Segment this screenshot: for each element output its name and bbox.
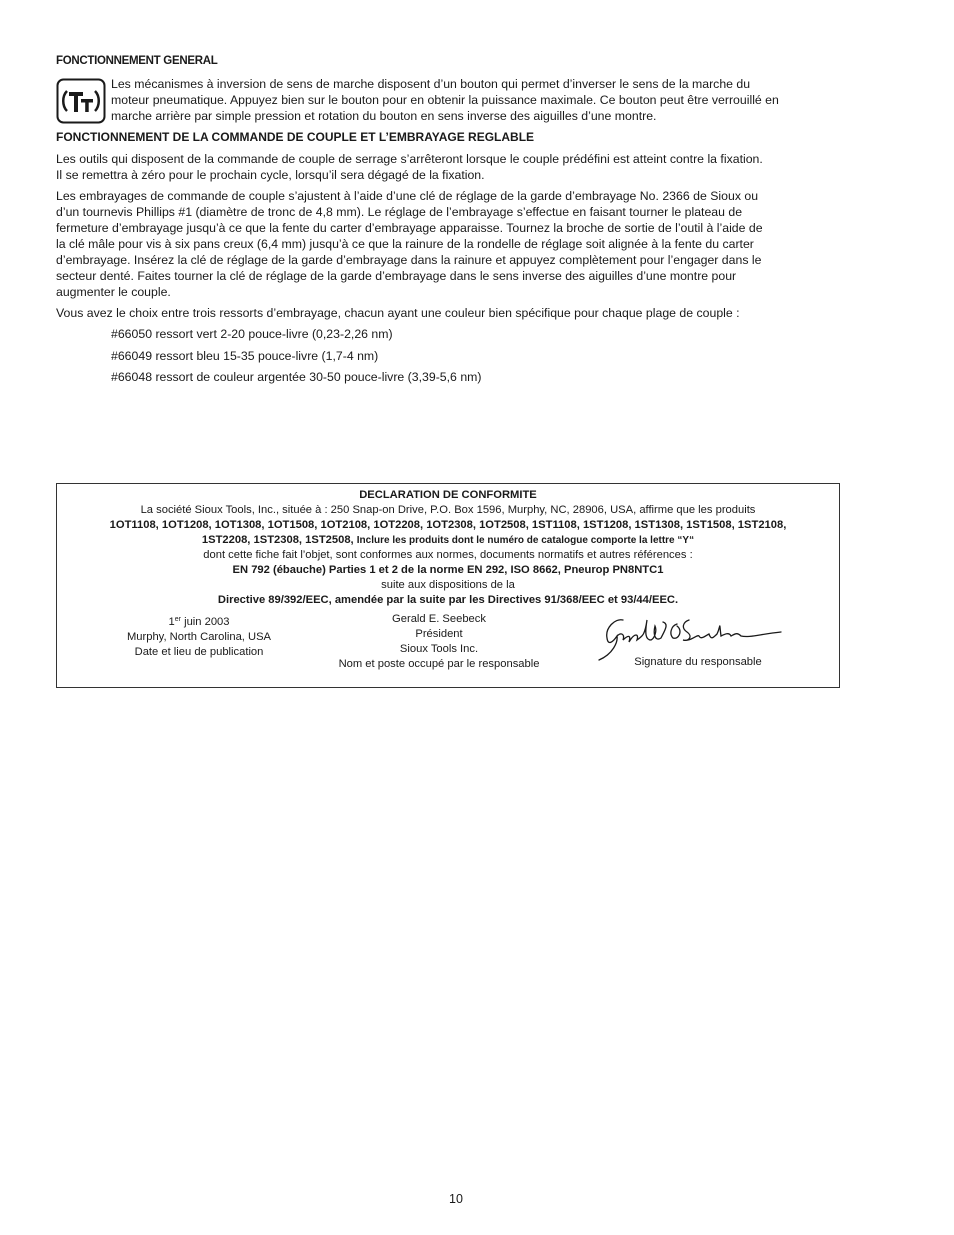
torque-para2-line: d’un tournevis Phillips #1 (diamètre de tronc de 4,8 mm). Le réglage de l’embrayage s’effectue en faisant tourner le plateau de — [56, 205, 743, 219]
declaration-provisions: suite aux dispositions de la — [381, 579, 515, 591]
signer-column — [319, 612, 559, 672]
section-general-line: moteur pneumatique. Appuyez bien sur le bouton pour en obtenir la puissance maximale. Ce bouton peut être verrouillé en — [111, 93, 779, 107]
declaration-products: 1OT1108, 1OT1208, 1OT1308, 1OT1508, 1OT2108, 1OT2208, 1OT2308, 1OT2508, 1ST1108, 1ST1208, 1ST1308, 1ST1508, 1ST2108, — [109, 519, 787, 531]
declaration-intro: La société Sioux Tools, Inc., située à : 250 Snap-on Drive, P.O. Box 1596, Murphy, NC, 28906, USA, affirme que les produits — [140, 504, 756, 516]
spring-item: #66050 ressort vert 2-20 pouce-livre (0,23-2,26 nm) — [111, 327, 393, 341]
signature-label: Signature du responsable — [634, 656, 762, 668]
section-general-title: FONCTIONNEMENT GENERAL — [56, 55, 218, 67]
signer-title: Président — [415, 628, 463, 640]
signer-name: Gerald E. Seebeck — [392, 613, 486, 625]
section-general-line: Les mécanismes à inversion de sens de marche disposent d’un bouton qui permet d’inverser le sens de la marche du — [111, 77, 751, 91]
page-number: 10 — [449, 1192, 463, 1206]
reversing-mechanism-icon — [56, 78, 106, 124]
torque-para2-line: augmenter le couple. — [56, 285, 171, 299]
signature-image — [593, 612, 803, 676]
publication-place: Murphy, North Carolina, USA — [126, 631, 272, 643]
signer-company: Sioux Tools Inc. — [399, 643, 479, 655]
torque-para2-line: secteur denté. Faites tourner la clé de réglage de la garde d’embrayage dans le sens inverse des aiguilles d’une montre pour — [56, 269, 737, 283]
spring-item: #66048 ressort de couleur argentée 30-50 pouce-livre (3,39-5,6 nm) — [111, 370, 482, 384]
declaration-norms: EN 792 (ébauche) Parties 1 et 2 de la norme EN 292, ISO 8662, Pneurop PN8NTC1 — [232, 564, 664, 576]
declaration-products-cont — [57, 533, 839, 548]
declaration-products-note: Inclure les produits dont le numéro de catalogue comporte la lettre “Y“ — [356, 535, 695, 546]
declaration-conform: dont cette fiche fait l’objet, sont conformes aux normes, documents normatifs et autres références : — [203, 549, 693, 561]
torque-para1-line: Les outils qui disposent de la commande de couple de serrage s’arrêteront lorsque le couple prédéfini est atteint contre la fixation. — [56, 152, 763, 166]
declaration-title: DECLARATION DE CONFORMITE — [359, 489, 537, 501]
date-place-label: Date et lieu de publication — [134, 646, 264, 658]
section-torque-title: FONCTIONNEMENT DE LA COMMANDE DE COUPLE ET L’EMBRAYAGE REGLABLE — [56, 130, 535, 144]
torque-para3: Vous avez le choix entre trois ressorts d’embrayage, chacun ayant une couleur bien spécifique pour chaque plage de couple : — [56, 306, 740, 320]
declaration-box — [56, 483, 840, 688]
torque-para2-line: Les embrayages de commande de couple s’ajustent à l’aide d’une clé de réglage de la garde d’embrayage No. 2366 de Sioux ou — [56, 189, 759, 203]
torque-para2-line: la clé mâle pour vis à six pans creux (6,4 mm) jusqu’à ce que la rainure de la rondelle de réglage soit alignée à la fente du carter — [56, 237, 754, 251]
torque-para2-line: d’embrayage. Insérez la clé de réglage de la garde d’embrayage dans la rainure et appuyez complètement pour l’engager dans le — [56, 253, 762, 267]
torque-para1-line: Il se remettra à zéro pour le prochain cycle, lorsqu’il sera dégagé de la fixation. — [56, 168, 485, 182]
signer-label: Nom et poste occupé par le responsable — [338, 658, 540, 670]
declaration-products-2: 1ST2208, 1ST2308, 1ST2508, — [201, 534, 354, 546]
declaration-directive: Directive 89/392/EEC, amendée par la suite par les Directives 91/368/EEC et 93/44/EEC. — [217, 594, 679, 606]
date-place-column — [97, 612, 301, 660]
spring-item: #66049 ressort bleu 15-35 pouce-livre (1,7-4 nm) — [111, 349, 379, 363]
section-general-line: marche arrière par simple pression et rotation du bouton en sens inverse des aiguilles d’une montre. — [111, 109, 657, 123]
publication-date: 1er juin 2003 — [168, 616, 230, 628]
torque-para2-line: fermeture d’embrayage jusqu’à ce que la fente du carter d’embrayage apparaisse. Tournez la broche de sortie de l’outil à l’aide de — [56, 221, 763, 235]
